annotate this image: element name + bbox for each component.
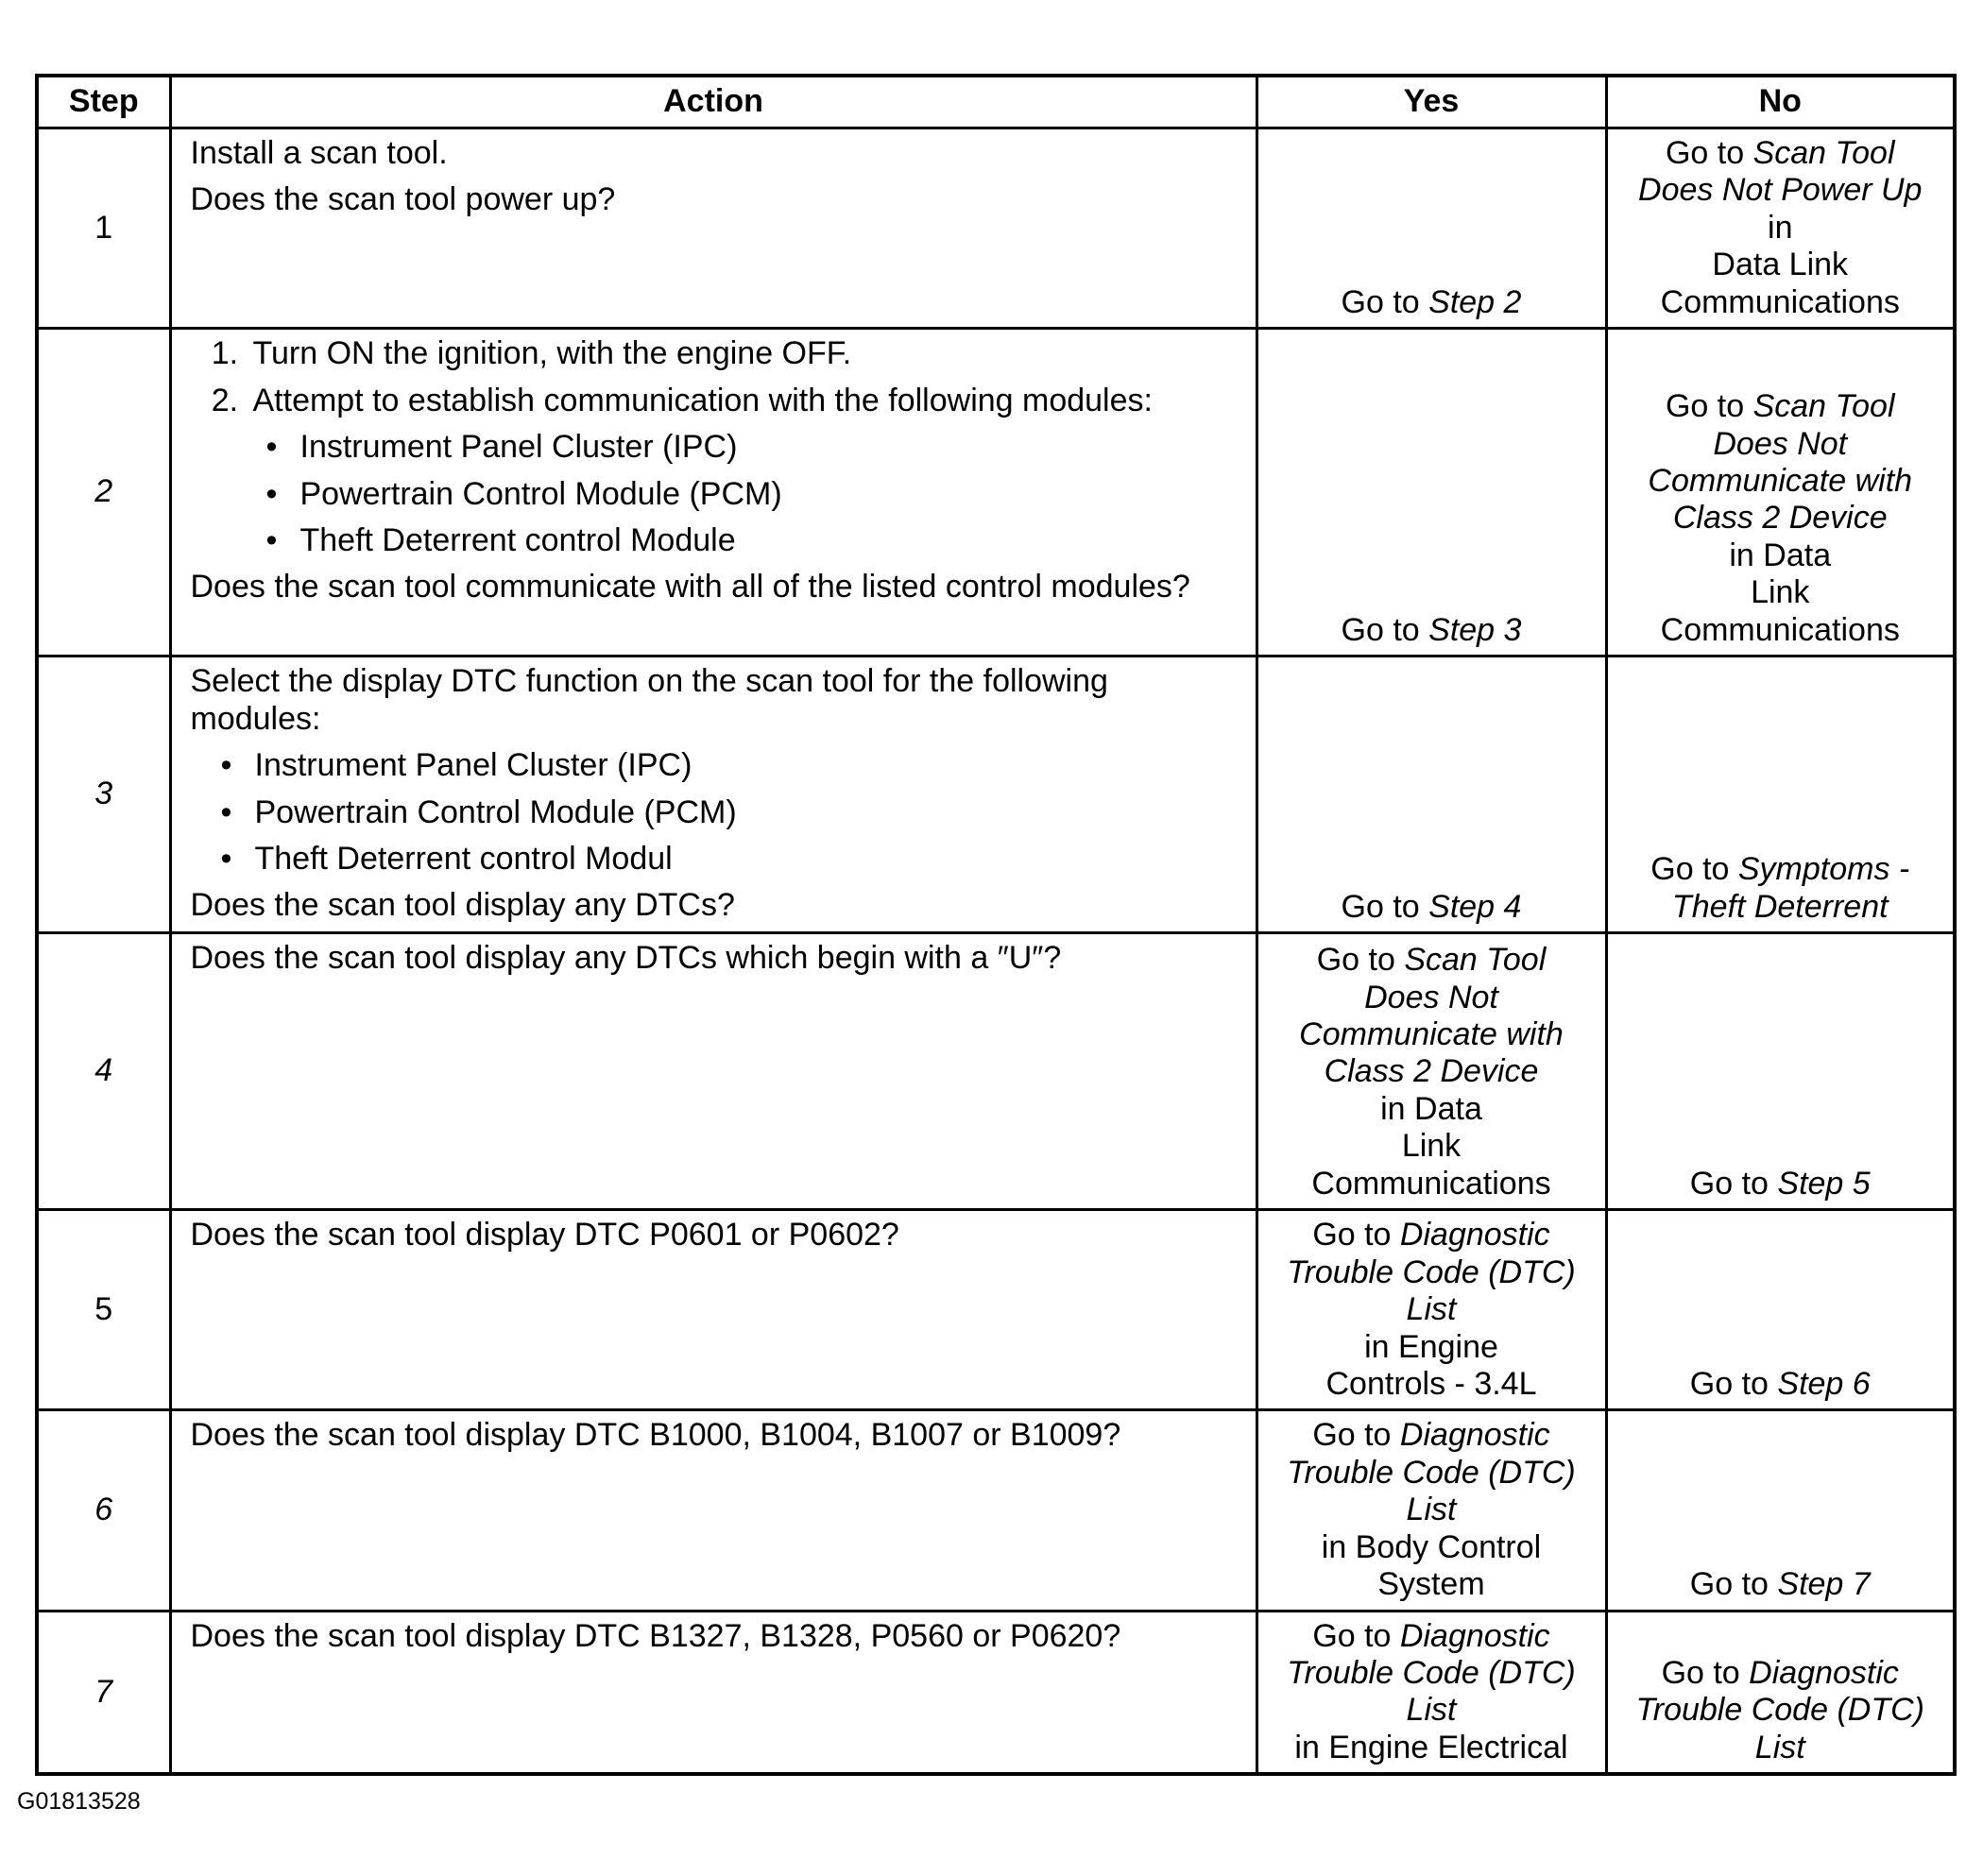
reference-link[interactable]: Scan Tool (1404, 942, 1547, 979)
action-cell (170, 657, 1256, 933)
action-step (248, 383, 1240, 560)
no-cell (1606, 329, 1955, 657)
reference-link[interactable]: Step 4 (1428, 888, 1522, 925)
list-item: • Theft Deterrent control Modul (221, 841, 1240, 878)
no-reference[interactable] (1615, 1566, 1946, 1603)
reference-link[interactable]: Step 7 (1777, 1566, 1871, 1603)
step-number: 6 (94, 1492, 113, 1528)
reference-link[interactable]: Does Not (1364, 979, 1498, 1015)
yes-reference[interactable] (1266, 1217, 1598, 1254)
no-cell (1606, 1210, 1955, 1410)
module-list (253, 429, 1240, 559)
go-to-prefix: Go to (1316, 942, 1405, 979)
action-text: Install a scan tool. (190, 135, 448, 171)
no-cell (1606, 1611, 1955, 1774)
yes-cell (1256, 657, 1606, 933)
yes-cell (1256, 1210, 1606, 1410)
table-row (37, 657, 1955, 933)
go-to-prefix: Go to (1312, 1217, 1400, 1254)
action-cell (170, 1210, 1256, 1410)
reference-link[interactable]: Trouble Code (DTC) (1287, 1655, 1576, 1691)
reference-link[interactable]: Class 2 Device (1324, 1053, 1539, 1090)
reference-link[interactable]: List (1754, 1729, 1805, 1765)
list-item: • Theft Deterrent control Module (266, 522, 1240, 559)
reference-link[interactable]: Diagnostic (1749, 1655, 1899, 1691)
yes-reference[interactable] (1266, 889, 1598, 926)
no-cell (1606, 1410, 1955, 1611)
go-to-prefix: Go to (1665, 135, 1753, 171)
reference-link[interactable]: Step 5 (1777, 1165, 1871, 1202)
step-number: 1 (94, 209, 113, 246)
diagnostic-table (35, 74, 1957, 1776)
no-reference[interactable] (1615, 1166, 1946, 1202)
action-question: Does the scan tool communicate with all of the listed control modules? (190, 569, 1190, 605)
go-to-prefix: Go to (1312, 1617, 1400, 1654)
reference-suffix: in Data (1729, 537, 1832, 573)
action-question: Does the scan tool display any DTCs which begin with a ″U″? (190, 940, 1062, 977)
step-number: 2 (94, 473, 113, 510)
reference-suffix: System (1377, 1566, 1485, 1603)
reference-suffix: Controls - 3.4L (1325, 1365, 1537, 1402)
yes-reference[interactable] (1266, 1417, 1598, 1454)
reference-link[interactable]: List (1406, 1692, 1457, 1729)
yes-cell (1256, 1410, 1606, 1611)
yes-cell (1256, 933, 1606, 1210)
action-question: Does the scan tool power up? (190, 181, 616, 218)
yes-reference[interactable] (1266, 1618, 1598, 1655)
no-cell (1606, 128, 1955, 329)
table-row (37, 329, 1955, 657)
reference-suffix: in Body Control (1321, 1528, 1542, 1565)
no-reference[interactable] (1615, 135, 1946, 172)
reference-link[interactable]: Diagnostic (1399, 1217, 1550, 1254)
reference-link[interactable]: Diagnostic (1399, 1417, 1550, 1454)
reference-suffix: in (1768, 209, 1793, 246)
reference-link[interactable]: Scan Tool (1752, 135, 1895, 171)
table-header (37, 76, 1955, 128)
reference-suffix: Link (1751, 574, 1810, 611)
yes-cell (1256, 329, 1606, 657)
figure-id: G01813528 (17, 1788, 141, 1815)
header-no: No (1606, 76, 1955, 128)
reference-link[interactable]: Step 3 (1428, 611, 1522, 648)
table-row (37, 933, 1955, 1210)
reference-suffix: in Engine (1364, 1328, 1498, 1365)
list-item: • Powertrain Control Module (PCM) (221, 794, 1240, 831)
step-cell (37, 1410, 170, 1611)
yes-cell (1256, 1611, 1606, 1774)
table-row (37, 1611, 1955, 1774)
reference-link[interactable]: Diagnostic (1399, 1617, 1550, 1654)
action-cell (170, 933, 1256, 1210)
header-action: Action (170, 76, 1256, 128)
action-step-text: Turn ON the ignition, with the engine OFF. (252, 335, 852, 372)
table-row (37, 1410, 1955, 1611)
no-reference[interactable] (1615, 1655, 1946, 1692)
step-cell (37, 933, 170, 1210)
action-steps-list (191, 335, 1240, 559)
yes-reference[interactable] (1266, 284, 1598, 321)
reference-link[interactable]: Theft Deterrent (1671, 888, 1889, 925)
reference-suffix: Link (1401, 1128, 1462, 1165)
step-number: 4 (94, 1052, 113, 1089)
reference-link[interactable]: Step 6 (1777, 1365, 1871, 1402)
action-cell (170, 1410, 1256, 1611)
reference-link[interactable]: Class 2 Device (1672, 500, 1888, 537)
action-cell (170, 128, 1256, 329)
reference-link[interactable]: Does Not (1713, 425, 1848, 462)
action-question: Does the scan tool display DTC B1327, B1328, P0560 or P0620? (190, 1617, 1121, 1654)
action-step-text: Attempt to establish communication with the following modules: (252, 382, 1153, 418)
reference-suffix: Communications (1660, 283, 1900, 320)
yes-cell (1256, 128, 1606, 329)
no-reference[interactable] (1615, 388, 1946, 425)
header-step: Step (37, 76, 170, 128)
step-cell (37, 329, 170, 657)
go-to-prefix: Go to (1341, 888, 1429, 925)
reference-link[interactable]: List (1406, 1291, 1457, 1328)
step-cell (37, 657, 170, 933)
yes-reference[interactable] (1266, 942, 1598, 979)
table-row (37, 128, 1955, 329)
reference-link[interactable]: Symptoms - (1737, 851, 1910, 888)
reference-suffix: in Engine Electrical (1294, 1729, 1568, 1765)
step-number: 5 (94, 1291, 113, 1328)
reference-link[interactable]: Communicate with (1299, 1016, 1564, 1052)
go-to-prefix: Go to (1341, 611, 1429, 648)
action-cell (170, 329, 1256, 657)
reference-link[interactable]: Trouble Code (DTC) (1287, 1254, 1576, 1290)
action-step (248, 335, 1240, 372)
yes-reference[interactable] (1266, 612, 1598, 649)
step-cell (37, 128, 170, 329)
step-number: 7 (94, 1673, 113, 1710)
reference-link[interactable]: Communicate with (1648, 463, 1913, 499)
header-yes: Yes (1256, 76, 1606, 128)
go-to-prefix: Go to (1689, 1566, 1778, 1603)
module-list (191, 747, 1240, 878)
reference-suffix: in Data (1380, 1090, 1482, 1127)
reference-link[interactable]: Step 2 (1428, 283, 1522, 320)
list-item: • Powertrain Control Module (PCM) (266, 476, 1240, 513)
step-number: 3 (94, 776, 113, 812)
action-cell (170, 1611, 1256, 1774)
go-to-prefix: Go to (1650, 851, 1738, 888)
reference-suffix: Communications (1311, 1165, 1551, 1202)
go-to-prefix: Go to (1341, 283, 1429, 320)
list-item: • Instrument Panel Cluster (IPC) (221, 747, 1240, 784)
table-row (37, 1210, 1955, 1410)
header-row (37, 76, 1955, 128)
step-cell (37, 1210, 170, 1410)
reference-link[interactable]: Scan Tool (1752, 388, 1895, 425)
reference-suffix: Data Link (1712, 247, 1849, 283)
step-cell (37, 1611, 170, 1774)
reference-suffix: Communications (1660, 611, 1900, 648)
go-to-prefix: Go to (1661, 1655, 1750, 1691)
no-cell (1606, 933, 1955, 1210)
reference-link[interactable]: Trouble Code (DTC) (1287, 1454, 1576, 1491)
reference-link[interactable]: Trouble Code (DTC) (1635, 1692, 1924, 1729)
go-to-prefix: Go to (1665, 388, 1753, 425)
action-question: Does the scan tool display DTC P0601 or P0602? (190, 1217, 899, 1254)
reference-link[interactable]: List (1406, 1492, 1457, 1528)
action-question: Does the scan tool display any DTCs? (190, 887, 735, 924)
list-item: • Instrument Panel Cluster (IPC) (266, 429, 1240, 466)
no-reference[interactable] (1615, 1366, 1946, 1403)
no-cell (1606, 657, 1955, 933)
go-to-prefix: Go to (1312, 1417, 1400, 1454)
action-question: Does the scan tool display DTC B1000, B1004, B1007 or B1009? (190, 1417, 1121, 1454)
go-to-prefix: Go to (1689, 1365, 1778, 1402)
action-text: Select the display DTC function on the scan tool for the following modules: (190, 663, 1108, 737)
table-body (37, 128, 1955, 1775)
no-reference[interactable] (1615, 851, 1946, 888)
reference-link[interactable]: Does Not Power Up (1638, 172, 1923, 209)
go-to-prefix: Go to (1689, 1165, 1778, 1202)
